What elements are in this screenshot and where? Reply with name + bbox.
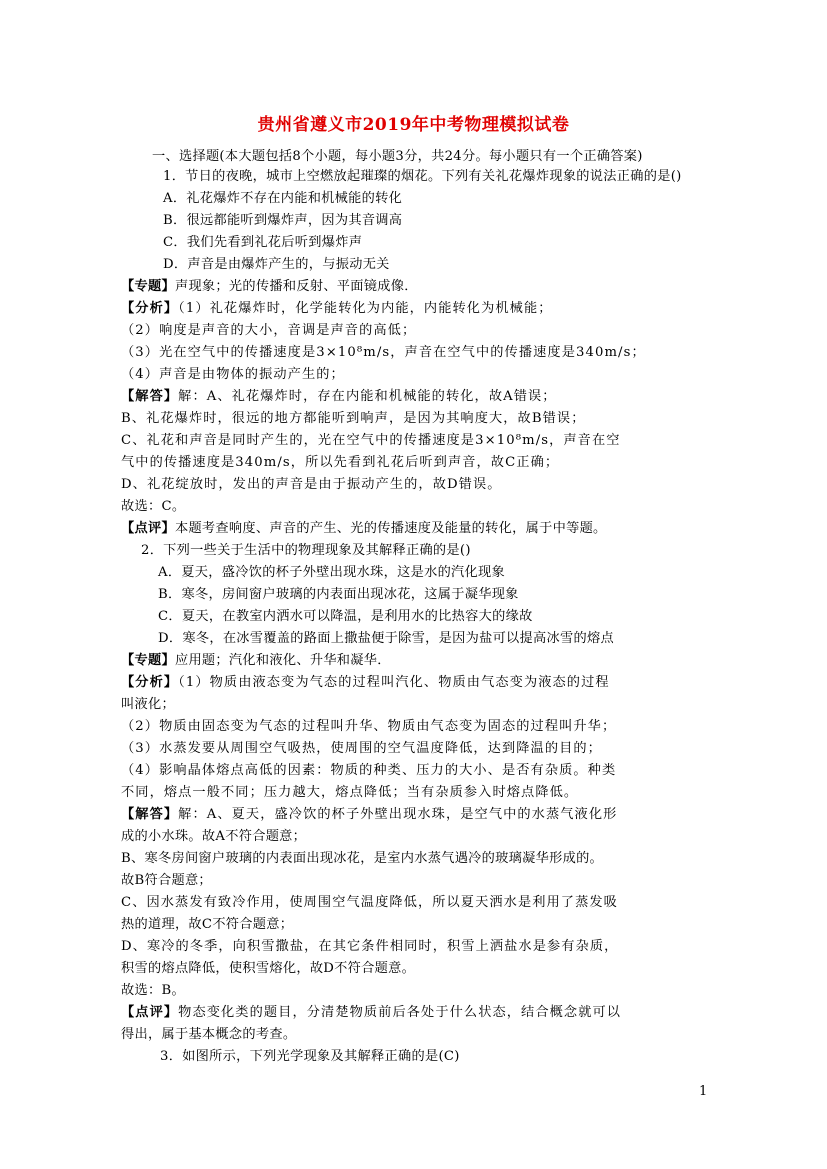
q1-solution-c-cont: 气中的传播速度是340m/s，所以先看到礼花后听到声音，故C正确；: [121, 455, 560, 470]
section-marker: 【专题】: [121, 653, 175, 668]
q1-analysis: 【分析】（1）礼花爆炸时，化学能转化为内能，内能转化为机械能；: [121, 301, 553, 316]
q2-analysis-4: （4）影响晶体熔点高低的因素：物质的种类、压力的大小、是否有杂质。种类: [121, 763, 617, 778]
question-1-option-c: C．我们先看到礼花后听到爆炸声: [163, 235, 363, 250]
section-marker: 【解答】: [121, 807, 179, 822]
question-3-stem: 3．如图所示，下列光学现象及其解释正确的是(C): [160, 1049, 460, 1064]
q2-analysis-cont: 叫液化；: [121, 697, 175, 712]
question-2-option-b: B．寒冬，房间窗户玻璃的内表面出现冰花，这属于凝华现象: [158, 587, 519, 602]
q2-comment: 【点评】物态变化类的题目，分清楚物质前后各处于什么状态，结合概念就可以: [121, 1005, 622, 1020]
q1-analysis-2: （2）响度是声音的大小，音调是声音的高低；: [121, 323, 417, 338]
section-marker: 【分析】: [121, 675, 179, 690]
section-marker: 【解答】: [121, 389, 179, 404]
q2-solution: 【解答】解：A、夏天，盛冷饮的杯子外壁出现水珠，是空气中的水蒸气液化形: [121, 807, 618, 822]
q2-comment-cont: 得出，属于基本概念的考查。: [121, 1027, 297, 1042]
q2-solution-c: C、因水蒸发有致冷作用，使周围空气温度降低，所以夏天洒水是利用了蒸发吸: [121, 895, 618, 910]
q1-solution-b: B、礼花爆炸时，很远的地方都能听到响声，是因为其响度大，故B错误；: [121, 411, 586, 426]
q1-solution: 【解答】解：A、礼花爆炸时，存在内能和机械能的转化，故A错误；: [121, 389, 557, 404]
q2-solution-d-cont: 积雪的熔点降低，使积雪熔化，故D不符合题意。: [121, 961, 416, 976]
q2-analysis-2: （2）物质由固态变为气态的过程叫升华、物质由气态变为固态的过程叫升华；: [121, 719, 617, 734]
question-1-option-b: B．很远都能听到爆炸声，因为其音调高: [163, 213, 403, 228]
section-marker: 【分析】: [121, 301, 179, 316]
question-1-option-d: D．声音是由爆炸产生的，与振动无关: [163, 257, 390, 272]
question-2-stem: 2．下列一些关于生活中的物理现象及其解释正确的是(): [141, 543, 471, 558]
q2-solution-b-cont: 故B符合题意；: [121, 873, 212, 888]
question-1-stem: 1．节日的夜晚，城市上空燃放起璀璨的烟花。下列有关礼花爆炸现象的说法正确的是(): [163, 169, 682, 184]
q2-solution-c-cont: 热的道理，故C不符合题意；: [121, 917, 294, 932]
section-heading: 一、选择题(本大题包括8个小题，每小题3分，共24分。每小题只有一个正确答案): [152, 149, 643, 164]
q1-solution-d: D、礼花绽放时，发出的声音是由于振动产生的，故D错误。: [121, 477, 502, 492]
page-number: 1: [699, 1084, 708, 1099]
section-marker: 【点评】: [121, 1005, 179, 1020]
q1-topic: 【专题】声现象；光的传播和反射、平面镜成像．: [121, 279, 418, 294]
question-2-option-c: C．夏天，在教室内洒水可以降温，是利用水的比热容大的缘故: [158, 609, 533, 624]
section-marker: 【专题】: [121, 279, 175, 294]
q2-analysis-4-cont: 不同，熔点一般不同；压力越大，熔点降低；当有杂质参入时熔点降低。: [121, 785, 579, 800]
question-2-option-a: A．夏天，盛冷饮的杯子外壁出现水珠，这是水的汽化现象: [158, 565, 506, 580]
q2-topic: 【专题】应用题；汽化和液化、升华和凝华．: [121, 653, 391, 668]
q2-analysis-3: （3）水蒸发要从周围空气吸热，使周围的空气温度降低，达到降温的目的；: [121, 741, 602, 756]
document-title: 贵州省遵义市2019年中考物理模拟试卷: [257, 115, 570, 135]
q2-solution-d: D、寒冷的冬季，向积雪撒盐，在其它条件相同时，积雪上洒盐水是参有杂质，: [121, 939, 619, 954]
q1-comment: 【点评】本题考查响度、声音的产生、光的传播速度及能量的转化，属于中等题。: [121, 521, 607, 536]
question-2-option-d: D．寒冬，在冰雪覆盖的路面上撒盐便于除雪，是因为盐可以提高冰雪的熔点: [158, 631, 614, 646]
q1-analysis-3: （3）光在空气中的传播速度是3×10⁸m/s，声音在空气中的传播速度是340m/s；: [121, 345, 646, 360]
q2-analysis: 【分析】（1）物质由液态变为气态的过程叫汽化、物质由气态变为液态的过程: [121, 675, 610, 690]
question-1-option-a: A．礼花爆炸不存在内能和机械能的转化: [163, 191, 403, 206]
section-marker: 【点评】: [121, 521, 175, 536]
q2-solution-b: B、寒冬房间窗户玻璃的内表面出现冰花，是室内水蒸气遇冷的玻璃凝华形成的。: [121, 851, 604, 866]
q2-answer: 故选：B。: [121, 983, 185, 998]
q1-answer: 故选：C。: [121, 499, 186, 514]
q1-analysis-4: （4）声音是由物体的振动产生的；: [121, 367, 345, 382]
q1-solution-c: C、礼花和声音是同时产生的，光在空气中的传播速度是3×10⁸m/s，声音在空: [121, 433, 621, 448]
q2-solution-cont: 成的小水珠。故A不符合题意；: [121, 829, 307, 844]
